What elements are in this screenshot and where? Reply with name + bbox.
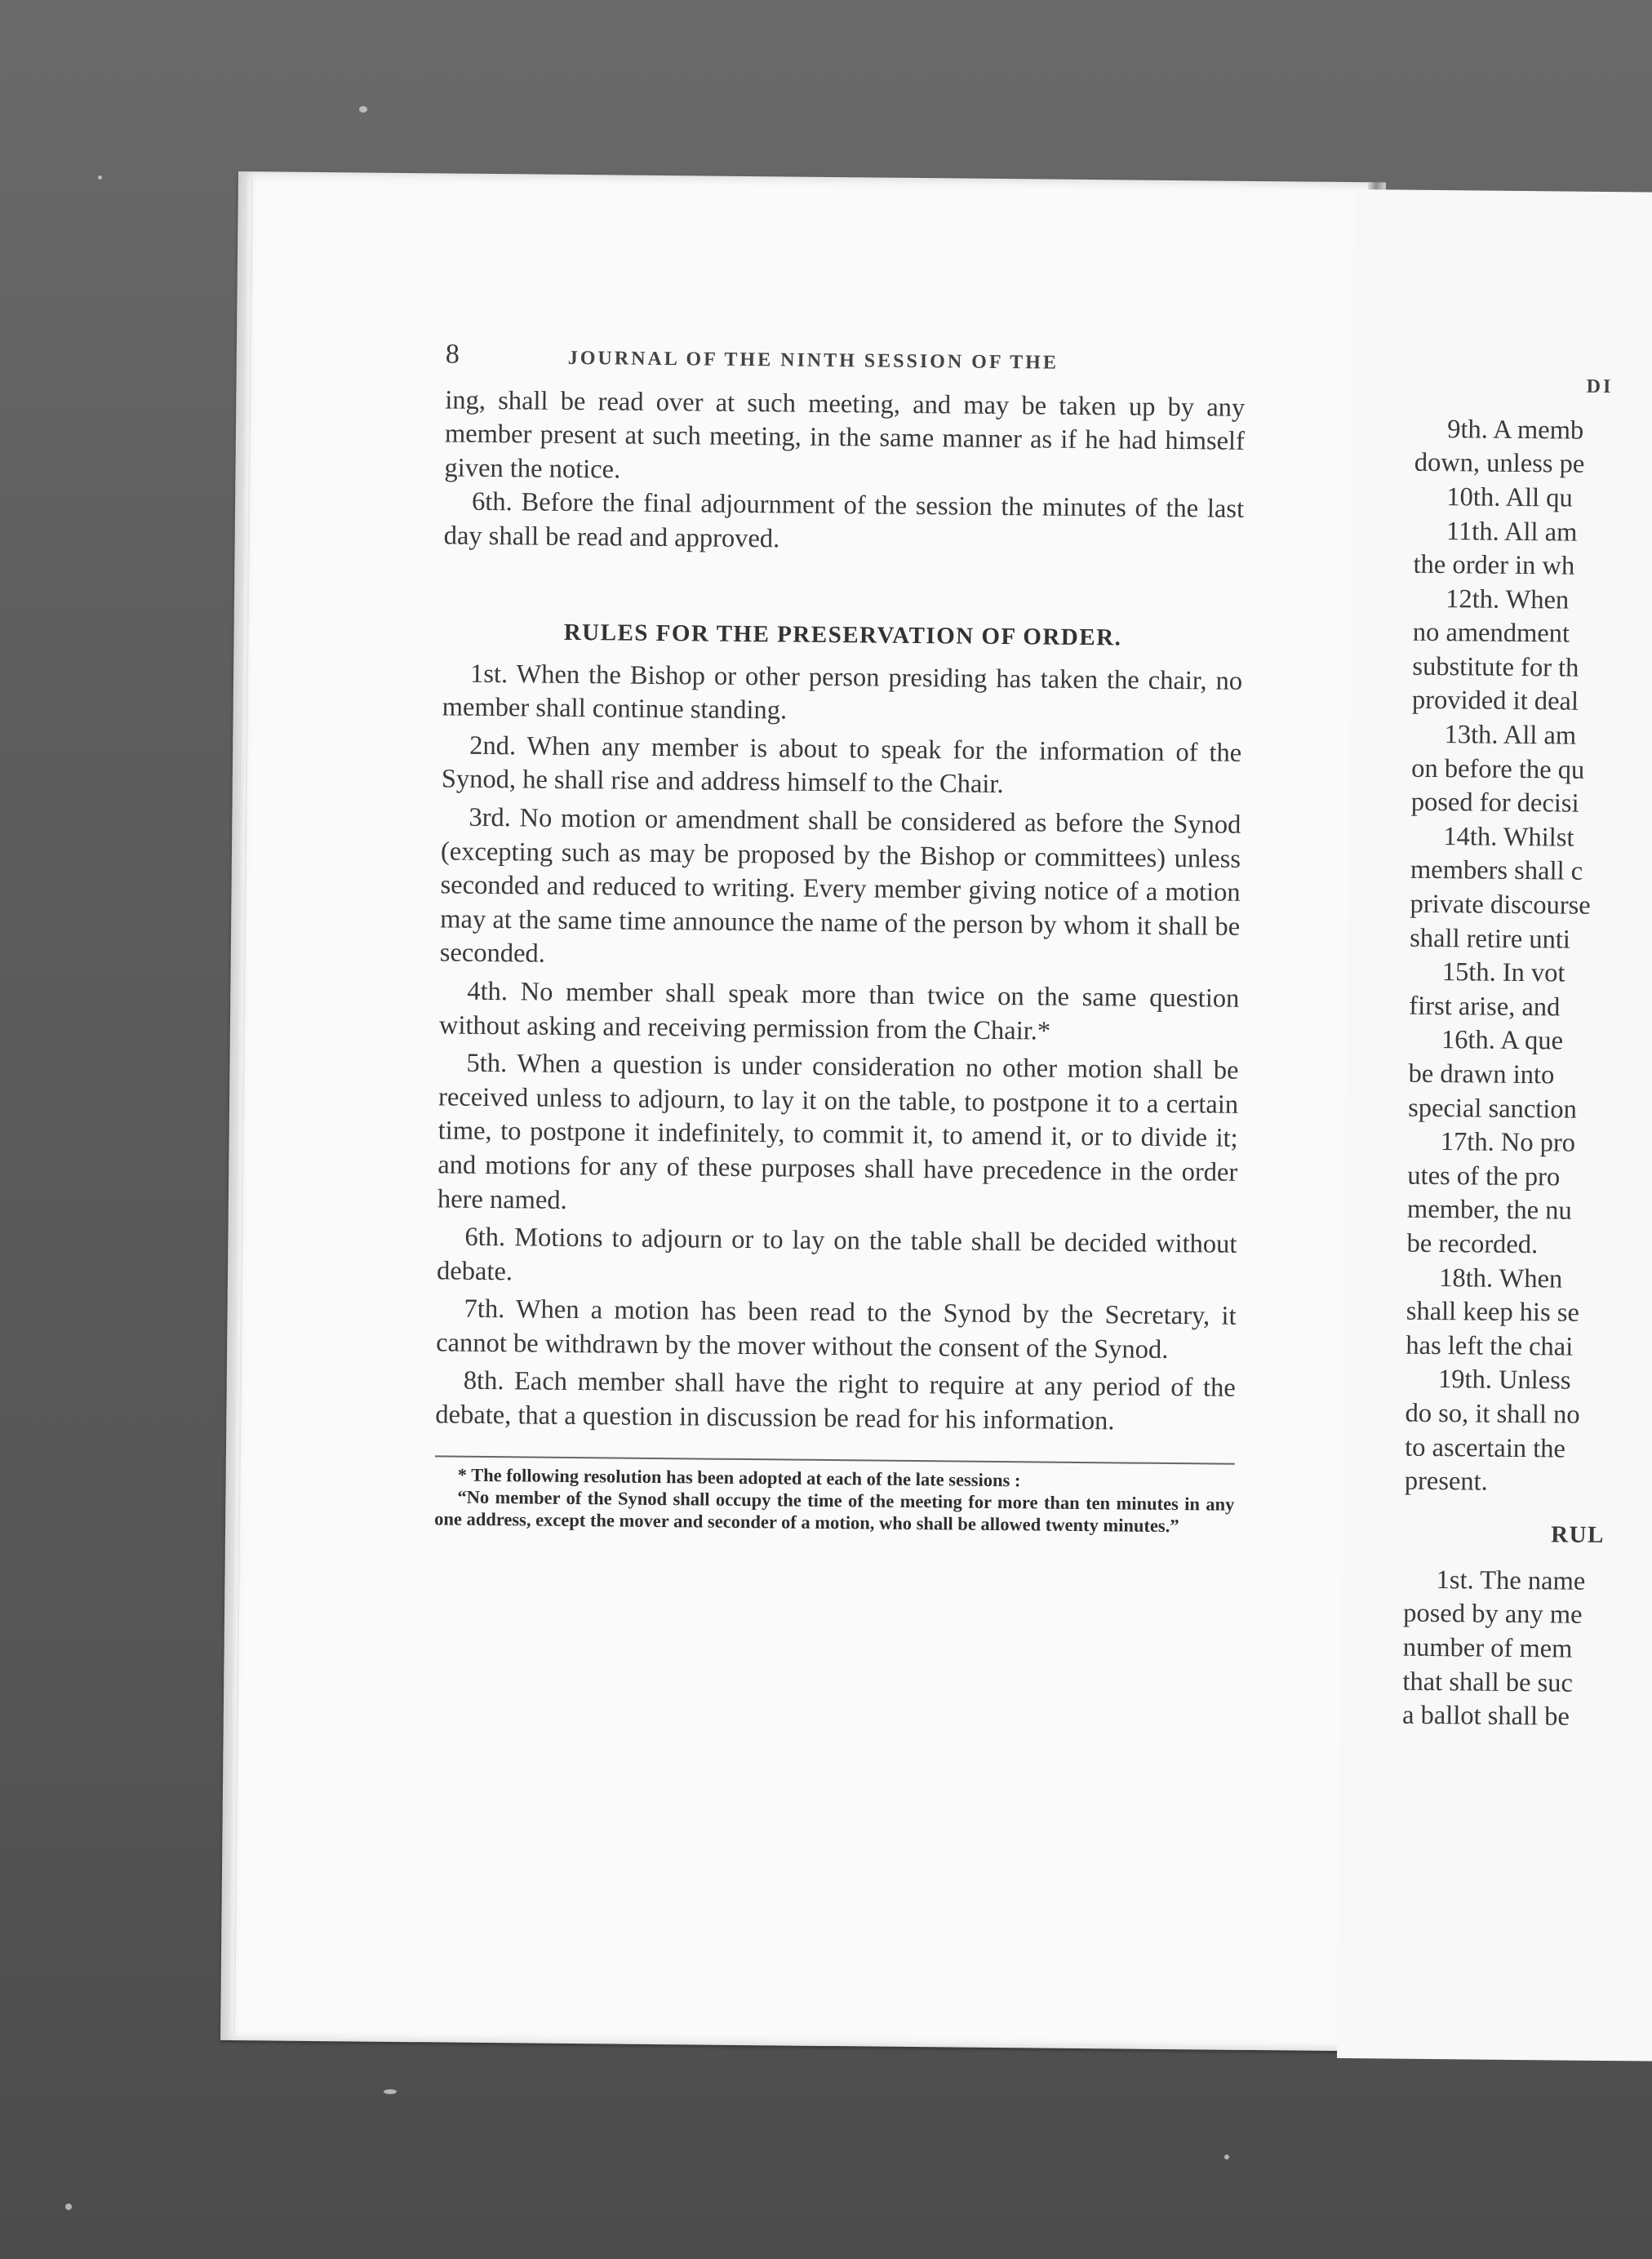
left-page [220, 171, 1374, 2051]
running-head-title: JOURNAL OF THE NINTH SESSION OF THE [567, 347, 1059, 374]
right-line: 11th. All am [1446, 516, 1578, 548]
right-line: present. [1404, 1466, 1488, 1497]
rule-3: 3rd. No motion or amendment shall be considered as before the Synod (excepting such as may be proposed by the Bishop or committees) unless seconded and reduced to writing. Every member giving notice of a motion may at the same time announce the name of the person by whom it shall be seconded. [439, 802, 1241, 969]
dust-speck [384, 2089, 397, 2094]
right-line: members shall c [1410, 855, 1583, 887]
right-line: 15th. In vot [1441, 957, 1565, 988]
rule-6: 6th. Motions to adjourn or to lay on the table shall be decided without debate. [436, 1222, 1237, 1286]
right-line: substitute for th [1412, 651, 1579, 683]
right-line: a ballot shall be [1401, 1700, 1570, 1732]
footnote [434, 1463, 1235, 1537]
right-line: 10th. All qu [1446, 482, 1573, 513]
right-line: first arise, and [1409, 991, 1561, 1023]
right-line: posed for decisi [1410, 787, 1579, 819]
right-line: special sanction [1408, 1093, 1578, 1125]
right-line: the order in wh [1413, 549, 1575, 581]
right-line: posed by any me [1403, 1599, 1583, 1631]
right-line: shall retire unti [1410, 923, 1571, 955]
right-line: to ascertain the [1405, 1432, 1566, 1464]
right-line: 16th. A que [1441, 1025, 1564, 1056]
dust-speck [359, 106, 367, 113]
right-page-content [1402, 373, 1652, 1741]
right-line: 1st. The name [1436, 1564, 1586, 1596]
right-line: 14th. Whilst [1443, 821, 1574, 853]
footnote-intro: * The following resolution has been adopted at each of the late sessions : [457, 1464, 1021, 1490]
right-line: 19th. Unless [1437, 1365, 1571, 1396]
dust-speck [1224, 2155, 1229, 2159]
rule-2: 2nd. When any member is about to speak for the information of the Synod, he shall rise and address himself to the Chair. [441, 730, 1242, 800]
right-line: member, the nu [1406, 1195, 1572, 1226]
right-line: 9th. A memb [1447, 414, 1584, 446]
right-line: provided it deal [1411, 686, 1579, 717]
left-page-content [434, 336, 1246, 1537]
right-line: shall keep his se [1406, 1296, 1580, 1328]
right-line: has left the chai [1406, 1330, 1574, 1362]
dust-speck [65, 2204, 72, 2210]
right-line: down, unless pe [1414, 448, 1585, 480]
right-line: that shall be suc [1402, 1667, 1574, 1698]
running-head [446, 336, 1246, 379]
right-line: no amendment [1412, 617, 1570, 649]
right-line: 17th. No pro [1440, 1127, 1576, 1158]
footnote-quote: “No member of the Synod shall occupy the time of the meeting for more than ten minutes in any one address, except the mover and seconder of a motion, who shall be allowed twenty minutes.” [434, 1486, 1235, 1536]
rule-1: 1st. When the Bishop or other person presiding has taken the chair, no member shall continue standing. [442, 659, 1243, 726]
right-line: be recorded. [1406, 1228, 1539, 1260]
page-number: 8 [445, 339, 460, 370]
rule-5: 5th. When a question is under consideration no other motion shall be received unless to adjourn, to lay it on the table, to postpone it to a certain time, to postpone it indefinitely, to commit it, to amend it, or to divide it; and motions for any of these purposes shall have precedence in the order here named. [437, 1048, 1239, 1215]
right-line: 18th. When [1439, 1263, 1563, 1294]
rule-4: 4th. No member shall speak more than twice on the same question without asking and receiving permission from the Chair.* [438, 976, 1240, 1046]
right-running-head: DI [1586, 375, 1614, 398]
right-line: utes of the pro [1407, 1161, 1561, 1192]
right-line: do so, it shall no [1405, 1398, 1580, 1430]
right-line: number of mem [1402, 1632, 1573, 1664]
right-line: on before the qu [1411, 753, 1585, 785]
rule-8: 8th. Each member shall have the right to require at any period of the debate, that a question in discussion be read for his information. [435, 1366, 1236, 1436]
right-line: 12th. When [1446, 584, 1570, 615]
section-heading: RULES FOR THE PRESERVATION OF ORDER. [563, 619, 1122, 651]
rule-7: 7th. When a motion has been read to the Synod by the Secretary, it cannot be withdrawn by the mover without the consent of the Synod. [436, 1294, 1237, 1365]
sixth-rule-paragraph: 6th. Before the final adjournment of the session the minutes of the last day shall be read and approved. [443, 487, 1245, 554]
right-line: private discourse [1410, 889, 1591, 921]
footnote-divider [435, 1455, 1235, 1464]
right-page [1337, 189, 1652, 2062]
right-line: be drawn into [1408, 1058, 1555, 1090]
right-line: 13th. All am [1444, 720, 1577, 751]
dust-speck [98, 175, 102, 180]
continued-paragraph: ing, shall be read over at such meeting, and may be taken up by any member present at such meeting, in the same manner as if he had himself given the notice. [444, 384, 1246, 485]
right-section-heading: RUL [1551, 1521, 1605, 1548]
